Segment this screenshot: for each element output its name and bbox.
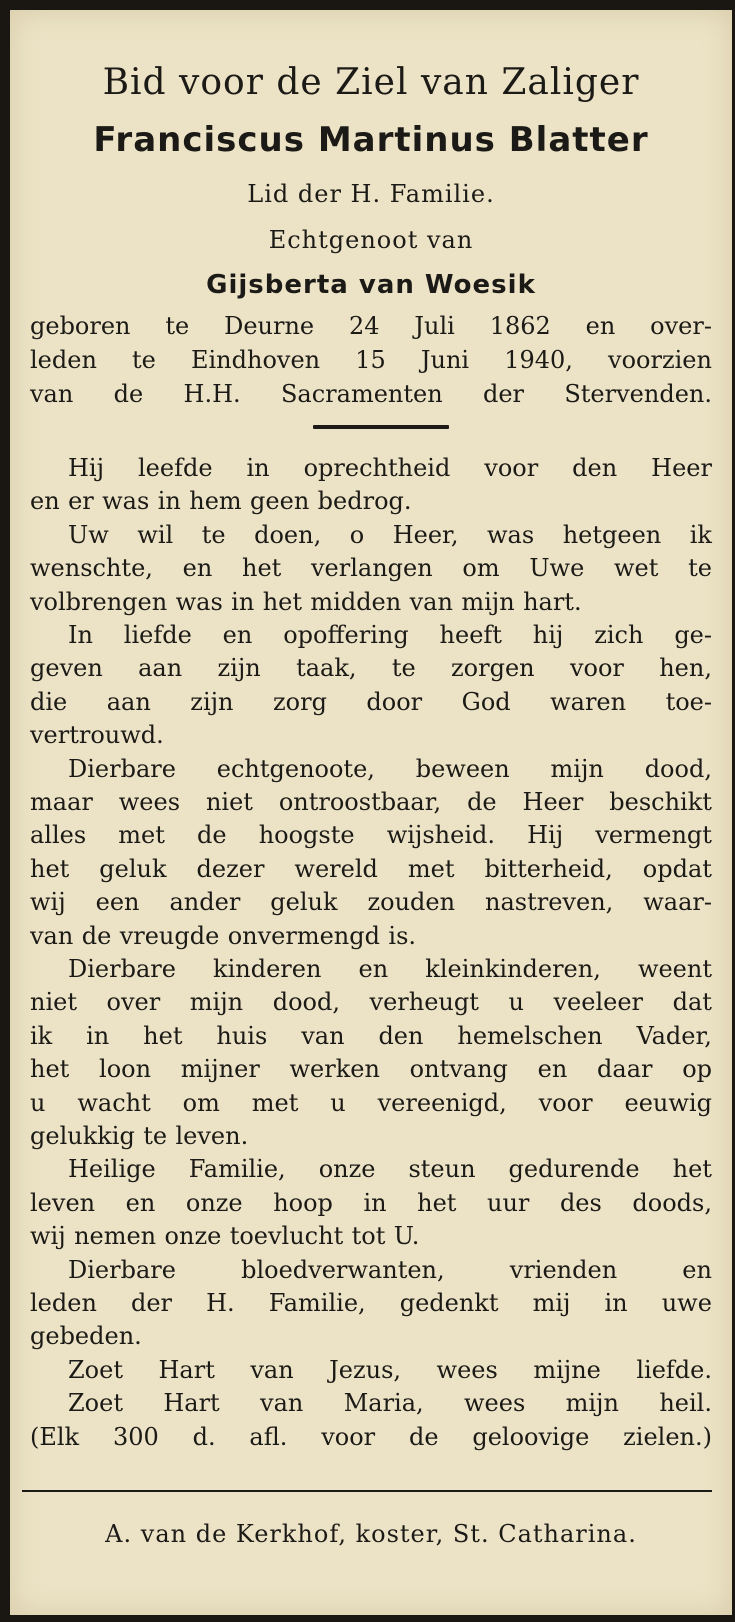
prayer-line: het loon mijner werken ontvang en daar op	[30, 1055, 712, 1083]
spouse-label: Echtgenoot van	[268, 226, 474, 254]
prayer-line: volbrengen was in het midden van mijn hart.	[30, 588, 582, 616]
printer-credit: A. van de Kerkhof, koster, St. Catharina.	[105, 1520, 637, 1548]
deceased-name: Franciscus Martinus Blatter	[93, 120, 649, 160]
prayer-line: Hij leefde in oprechtheid voor den Heer	[68, 454, 712, 482]
prayer-line: gelukkig te leven.	[30, 1122, 249, 1150]
birth-death-line: geboren te Deurne 24 Juli 1862 en over-	[30, 312, 712, 340]
prayer-line: Uw wil te doen, o Heer, was hetgeen ik	[68, 521, 712, 549]
prayer-line: Zoet Hart van Jezus, wees mijne liefde.	[68, 1356, 712, 1384]
birth-death-line: leden te Eindhoven 15 Juni 1940, voorzien	[30, 346, 712, 374]
prayer-line: en er was in hem geen bedrog.	[30, 487, 412, 515]
prayer-line: wij nemen onze toevlucht tot U.	[30, 1222, 420, 1250]
prayer-line: Zoet Hart van Maria, wees mijn heil.	[68, 1389, 712, 1417]
prayer-line: ik in het huis van den hemelschen Vader,	[30, 1022, 712, 1050]
prayer-line: Dierbare bloedverwanten, vrienden en	[68, 1256, 712, 1284]
prayer-line: Heilige Familie, onze steun gedurende het	[68, 1155, 712, 1183]
prayer-line: u wacht om met u vereenigd, voor eeuwig	[30, 1089, 712, 1117]
prayer-line: maar wees niet ontroostbaar, de Heer beschikt	[30, 788, 712, 816]
prayer-line: leven en onze hoop in het uur des doods,	[30, 1189, 712, 1217]
prayer-line: gebeden.	[30, 1322, 142, 1350]
prayer-line: (Elk 300 d. afl. voor de geloovige zielen.)	[30, 1423, 712, 1451]
prayer-line: niet over mijn dood, verheugt u veeleer dat	[30, 988, 712, 1016]
prayer-line: Dierbare echtgenoote, beween mijn dood,	[68, 755, 712, 783]
prayer-card	[10, 10, 732, 1615]
footer-rule	[22, 1490, 712, 1492]
prayer-line: het geluk dezer wereld met bitterheid, opdat	[30, 855, 712, 883]
prayer-line: wenschte, en het verlangen om Uwe wet te	[30, 554, 712, 582]
prayer-line: Dierbare kinderen en kleinkinderen, weent	[68, 955, 712, 983]
prayer-line: In liefde en opoffering heeft hij zich ge-	[68, 621, 712, 649]
card-title: Bid voor de Ziel van Zaliger	[102, 62, 640, 103]
prayer-line: van de vreugde onvermengd is.	[30, 922, 417, 950]
membership-line: Lid der H. Familie.	[247, 180, 495, 208]
spouse-name: Gijsberta van Woesik	[206, 270, 536, 300]
prayer-line: vertrouwd.	[30, 721, 164, 749]
prayer-line: leden der H. Familie, gedenkt mij in uwe	[30, 1289, 712, 1317]
ornamental-divider	[313, 425, 449, 429]
prayer-line: geven aan zijn taak, te zorgen voor hen,	[30, 654, 712, 682]
prayer-line: alles met de hoogste wijsheid. Hij vermengt	[30, 821, 712, 849]
prayer-line: die aan zijn zorg door God waren toe-	[30, 688, 712, 716]
birth-death-line: van de H.H. Sacramenten der Stervenden.	[30, 380, 712, 408]
prayer-line: wij een ander geluk zouden nastreven, waar-	[30, 888, 712, 916]
